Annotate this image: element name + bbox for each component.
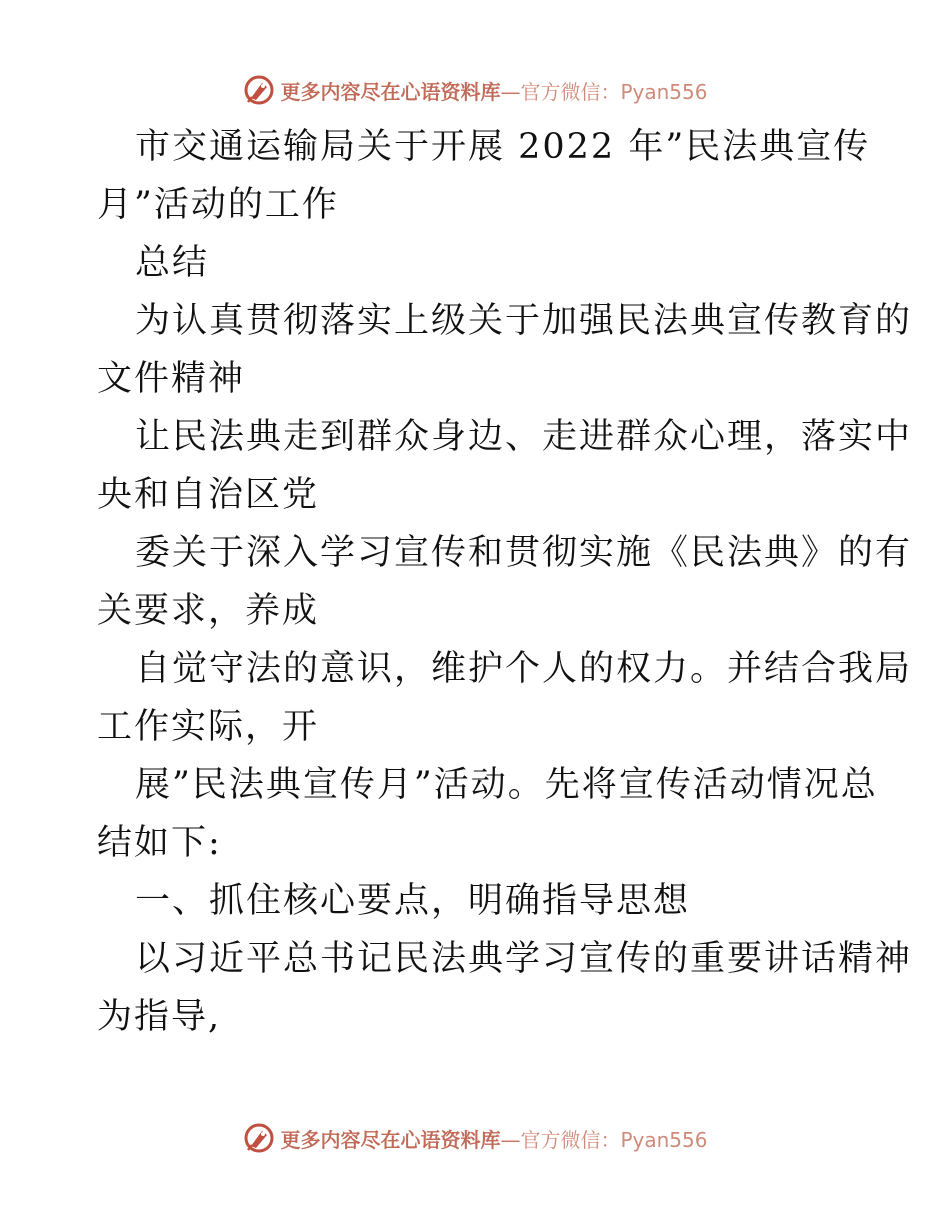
doc-title-line-3: 总结 xyxy=(135,243,210,283)
paragraph-line: 结如下: xyxy=(97,823,222,863)
watermark-dash: — xyxy=(500,79,521,104)
pen-nib-logo-icon xyxy=(242,73,276,107)
footer-watermark xyxy=(0,1118,950,1158)
paragraph-line: 自觉守法的意识，维护个人的权力。并结合我局 xyxy=(135,649,913,689)
watermark-dash: — xyxy=(500,1127,521,1152)
paragraph-line: 文件精神 xyxy=(97,359,246,399)
watermark-brand: 更多内容尽在心语资料库 xyxy=(280,79,501,104)
watermark-wechat: 官方微信：Pyan556 xyxy=(520,79,708,104)
doc-title-line-2: 月”活动的工作 xyxy=(97,185,339,225)
paragraph-line: 展”民法典宣传月”活动。先将宣传活动情况总 xyxy=(135,765,878,805)
paragraph-line: 以习近平总书记民法典学习宣传的重要讲话精神 xyxy=(135,939,913,979)
paragraph-line: 委关于深入学习宣传和贯彻实施《民法典》的有 xyxy=(135,533,913,573)
pen-nib-logo-icon xyxy=(242,1121,276,1155)
watermark-brand: 更多内容尽在心语资料库 xyxy=(280,1127,501,1152)
paragraph-line: 为指导, xyxy=(97,997,222,1037)
paragraph-line: 央和自治区党 xyxy=(97,475,320,515)
paragraph-line: 关要求，养成 xyxy=(97,591,320,631)
section-heading: 一、抓住核心要点，明确指导思想 xyxy=(135,881,691,921)
header-watermark xyxy=(0,70,950,110)
paragraph-line: 为认真贯彻落实上级关于加强民法典宣传教育的 xyxy=(135,301,913,341)
document-body xyxy=(97,118,913,1046)
paragraph-line: 工作实际，开 xyxy=(97,707,320,747)
doc-title-line-1: 市交通运输局关于开展 2022 年”民法典宣传 xyxy=(135,127,871,167)
watermark-wechat: 官方微信：Pyan556 xyxy=(520,1127,708,1152)
paragraph-line: 让民法典走到群众身边、走进群众心理，落实中 xyxy=(135,417,913,457)
